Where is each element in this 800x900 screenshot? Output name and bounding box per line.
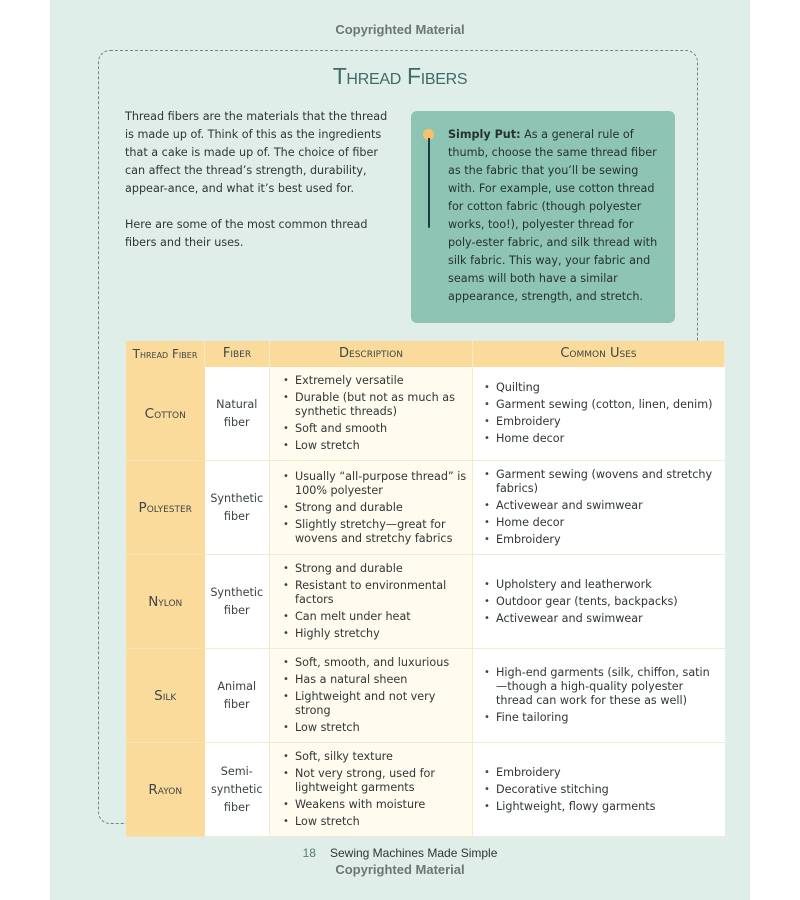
common-uses-cell	[473, 367, 725, 461]
page-number: 18	[302, 846, 316, 860]
header-common-uses: Common Uses	[473, 341, 725, 367]
list-item: • Soft and smooth	[283, 422, 467, 436]
table-row	[126, 461, 725, 555]
header-thread-fiber: Thread Fiber	[126, 341, 205, 367]
uses-list	[474, 462, 724, 553]
list-item: • Not very strong, used for lightweight garments	[283, 767, 467, 795]
list-item: • Durable (but not as much as synthetic threads)	[283, 391, 467, 419]
header-fiber: Fiber	[205, 341, 270, 367]
list-item: • Upholstery and leatherwork	[484, 578, 720, 592]
list-item: • Resistant to environmental factors	[283, 579, 467, 607]
copyright-notice-top: Copyrighted Material	[335, 22, 465, 37]
description-list	[271, 368, 471, 459]
table-row	[126, 649, 725, 743]
list-item: • High-end garments (silk, chiffon, satin—though a high-quality polyester thread can work for these as well)	[484, 666, 720, 708]
intro-paragraph: Here are some of the most common thread fibers and their uses.	[125, 218, 368, 249]
list-item: • Lightweight, flowy garments	[484, 800, 720, 814]
list-item: • Low stretch	[283, 721, 467, 735]
list-item: • Can melt under heat	[283, 610, 467, 624]
list-item: • Embroidery	[484, 533, 720, 547]
list-item: • Garment sewing (wovens and stretchy fabrics)	[484, 468, 720, 496]
thread-fiber-name: Polyester	[126, 461, 205, 555]
header-description: Description	[270, 341, 473, 367]
uses-list	[474, 760, 724, 820]
description-cell	[270, 555, 473, 649]
callout-text: As a general rule of thumb, choose the same thread fiber as the fabric that you’ll be sewing with. For example, use cotton thread for cotton fabric (though polyester works, too!), polyester thread for poly-ester fabric, and silk thread with silk fabric. This way, your fabric and seams will both have a similar appearance, strength, and stretch.	[448, 128, 658, 303]
list-item: • Embroidery	[484, 415, 720, 429]
thread-fibers-table	[126, 341, 725, 837]
list-item: • Fine tailoring	[484, 711, 720, 725]
list-item: • Low stretch	[283, 815, 467, 829]
page-footer	[50, 846, 750, 860]
fiber-type: Natural fiber	[205, 367, 270, 461]
description-cell	[270, 649, 473, 743]
description-list	[271, 744, 471, 835]
description-list	[271, 464, 471, 552]
fiber-type: Semi-synthetic fiber	[205, 743, 270, 837]
list-item: • Home decor	[484, 432, 720, 446]
book-page	[50, 0, 750, 900]
fiber-type: Synthetic fiber	[205, 555, 270, 649]
list-item: • Soft, smooth, and luxurious	[283, 656, 467, 670]
description-cell	[270, 743, 473, 837]
list-item: • Extremely versatile	[283, 374, 467, 388]
fiber-type: Synthetic fiber	[205, 461, 270, 555]
list-item: • Decorative stitching	[484, 783, 720, 797]
intro-text	[125, 108, 395, 270]
page-title: Thread Fibers	[332, 63, 468, 89]
table-header-row	[126, 341, 725, 367]
thread-fiber-name: Silk	[126, 649, 205, 743]
description-cell	[270, 461, 473, 555]
list-item: • Outdoor gear (tents, backpacks)	[484, 595, 720, 609]
description-list	[271, 556, 471, 647]
common-uses-cell	[473, 649, 725, 743]
thread-fiber-name: Nylon	[126, 555, 205, 649]
list-item: • Strong and durable	[283, 501, 467, 515]
table-row	[126, 743, 725, 837]
simply-put-callout	[411, 111, 675, 323]
uses-list	[474, 375, 724, 452]
list-item: • Embroidery	[484, 766, 720, 780]
list-item: • Lightweight and not very strong	[283, 690, 467, 718]
list-item: • Highly stretchy	[283, 627, 467, 641]
uses-list	[474, 572, 724, 632]
list-item: • Activewear and swimwear	[484, 499, 720, 513]
description-cell	[270, 367, 473, 461]
table-body	[126, 367, 725, 837]
table-row	[126, 367, 725, 461]
list-item: • Strong and durable	[283, 562, 467, 576]
list-item: • Weakens with moisture	[283, 798, 467, 812]
list-item: • Soft, silky texture	[283, 750, 467, 764]
list-item: • Activewear and swimwear	[484, 612, 720, 626]
common-uses-cell	[473, 743, 725, 837]
thread-fiber-name: Rayon	[126, 743, 205, 837]
intro-paragraph: Thread fibers are the materials that the thread is made up of. Think of this as the ingredients that a cake is made up of. The choice of fiber can affect the thread’s strength, durability, appear-ance, and what it’s best used for.	[125, 110, 388, 195]
list-item: • Home decor	[484, 516, 720, 530]
description-list	[271, 650, 471, 741]
copyright-notice-bottom: Copyrighted Material	[335, 862, 465, 877]
list-item: • Low stretch	[283, 439, 467, 453]
callout-label: Simply Put:	[448, 128, 521, 141]
common-uses-cell	[473, 461, 725, 555]
list-item: • Has a natural sheen	[283, 673, 467, 687]
uses-list	[474, 660, 724, 731]
fiber-type: Animal fiber	[205, 649, 270, 743]
list-item: • Slightly stretchy—great for wovens and stretchy fabrics	[283, 518, 467, 546]
book-title: Sewing Machines Made Simple	[329, 846, 498, 860]
table-row	[126, 555, 725, 649]
list-item: • Quilting	[484, 381, 720, 395]
common-uses-cell	[473, 555, 725, 649]
list-item: • Usually “all-purpose thread” is 100% polyester	[283, 470, 467, 498]
thread-fiber-name: Cotton	[126, 367, 205, 461]
list-item: • Garment sewing (cotton, linen, denim)	[484, 398, 720, 412]
